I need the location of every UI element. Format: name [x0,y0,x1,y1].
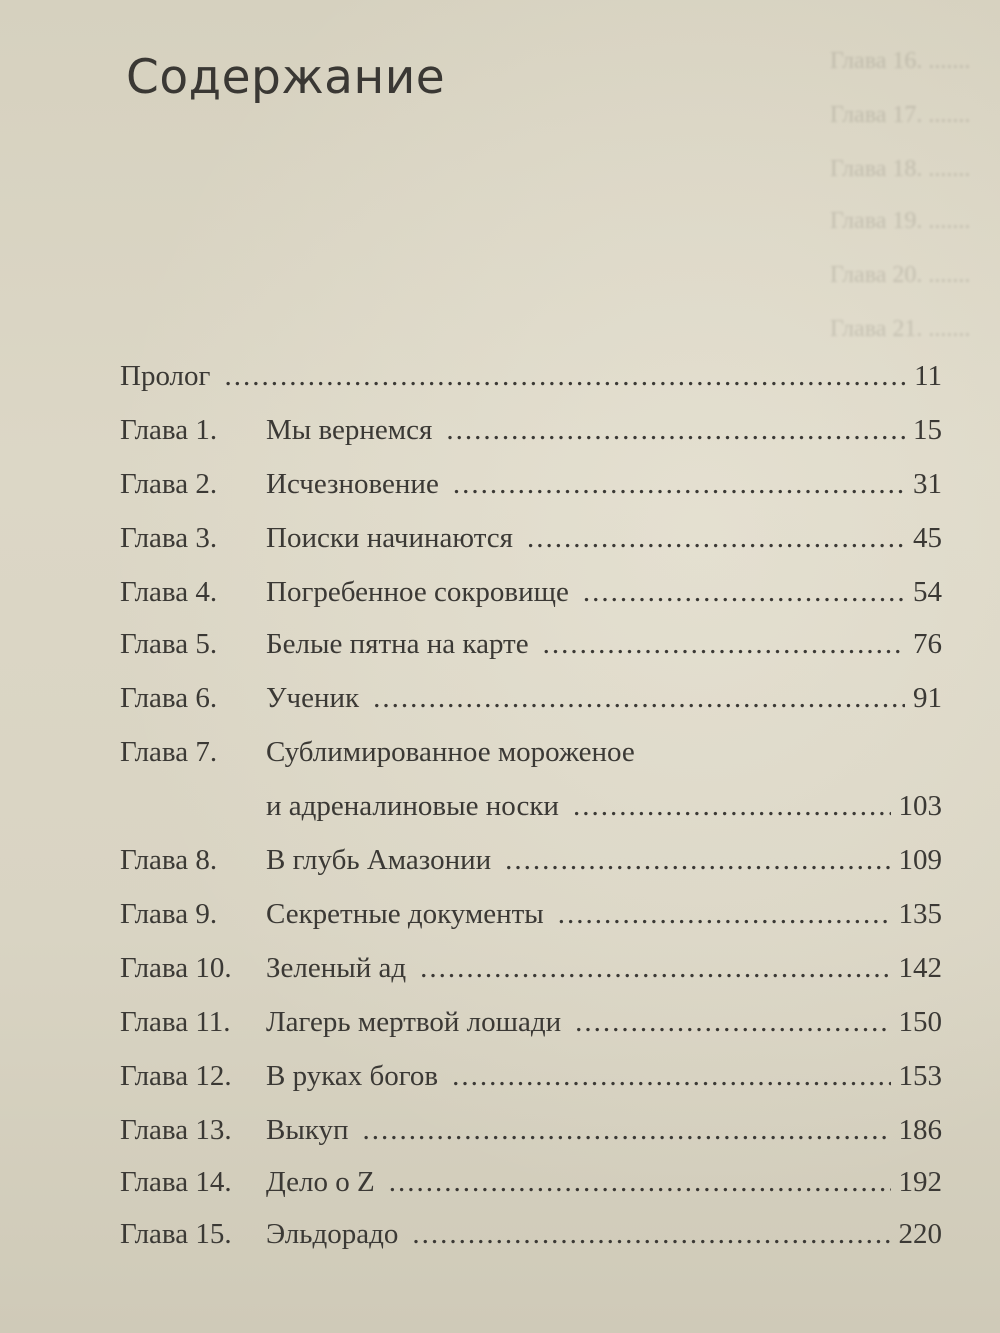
toc-entry-chapter-13 [120,1114,942,1154]
toc-entry-chapter-7 [120,736,942,776]
chapter-title: Секретные документы [266,898,544,930]
chapter-label: Глава 7. [120,736,218,768]
dot-leader [575,1006,890,1039]
dot-leader [412,1218,890,1251]
page-number: 76 [913,628,942,660]
toc-entry-chapter-8 [120,844,942,884]
dot-leader [573,790,891,823]
toc-entry-chapter-9 [120,898,942,938]
page-number: 91 [913,682,942,714]
page-number: 15 [913,414,942,446]
chapter-label: Глава 14. [120,1166,232,1198]
page-number: 54 [913,576,942,608]
toc-entry-chapter-15 [120,1218,942,1258]
chapter-title: Сублимированное мороженое [266,736,635,768]
chapter-title: Мы вернемся [266,414,433,446]
chapter-title: Эльдорадо [266,1218,399,1250]
page-number: 153 [898,1060,942,1092]
dot-leader [453,468,905,501]
page-number: 192 [898,1166,942,1198]
toc-entry-chapter-6 [120,682,942,722]
dot-leader [373,682,905,715]
page-title: Содержание [126,50,446,105]
prologue-label: Пролог [120,360,211,392]
chapter-title: Дело о Z [266,1166,375,1198]
toc-entry-chapter-5 [120,628,942,668]
chapter-label: Глава 12. [120,1060,232,1092]
toc-entry-chapter-1 [120,414,942,454]
toc-entry-chapter-4 [120,576,942,616]
chapter-label: Глава 13. [120,1114,232,1146]
page-number: 220 [898,1218,942,1250]
toc-entry-prologue [120,360,942,400]
chapter-title: Поиски начинаются [266,522,513,554]
dot-leader [505,844,890,877]
dot-leader [224,360,906,393]
dot-leader [420,952,890,985]
chapter-title: В руках богов [266,1060,439,1092]
chapter-label: Глава 8. [120,844,218,876]
dot-leader [543,628,905,661]
chapter-title: Зеленый ад [266,952,407,984]
chapter-title: Исчезновение [266,468,439,500]
dot-leader [389,1166,891,1199]
chapter-title: В глубь Амазонии [266,844,492,876]
toc-entry-chapter-14 [120,1166,942,1206]
chapter-title: Ученик [266,682,360,714]
chapter-title: Погребенное сокровище [266,576,569,608]
page-number: 103 [898,790,942,822]
chapter-title: Белые пятна на карте [266,628,529,660]
page-number: 142 [898,952,942,984]
chapter-label: Глава 6. [120,682,218,714]
page-number: 186 [898,1114,942,1146]
toc-entry-chapter-3 [120,522,942,562]
page-number: 45 [913,522,942,554]
chapter-label: Глава 15. [120,1218,232,1250]
page-number: 11 [914,360,942,392]
chapter-label: Глава 4. [120,576,218,608]
toc-entry-chapter-2 [120,468,942,508]
chapter-label: Глава 9. [120,898,218,930]
page-number: 150 [898,1006,942,1038]
chapter-label: Глава 5. [120,628,218,660]
toc-entry-chapter-12 [120,1060,942,1100]
chapter-label: Глава 11. [120,1006,231,1038]
toc-entry-chapter-7-continued [120,790,942,830]
chapter-label: Глава 2. [120,468,218,500]
chapter-title: Лагерь мертвой лошади [266,1006,562,1038]
toc-entry-chapter-11 [120,1006,942,1046]
page-number: 109 [898,844,942,876]
dot-leader [583,576,905,609]
dot-leader [446,414,905,447]
chapter-title: Выкуп [266,1114,349,1146]
show-through-text: Глава 16. ....... Глава 17. ....... Глава 18. ....... Глава 19. ....... Глава 20. ....... Глава 21. ....... [830,48,971,342]
dot-leader [558,898,891,931]
chapter-title-line-2: и адреналиновые носки [266,790,559,822]
page-number: 31 [913,468,942,500]
chapter-label: Глава 3. [120,522,218,554]
page-number: 135 [898,898,942,930]
dot-leader [527,522,905,555]
chapter-label: Глава 1. [120,414,218,446]
chapter-label: Глава 10. [120,952,232,984]
dot-leader [363,1114,891,1147]
dot-leader [452,1060,890,1093]
toc-entry-chapter-10 [120,952,942,992]
